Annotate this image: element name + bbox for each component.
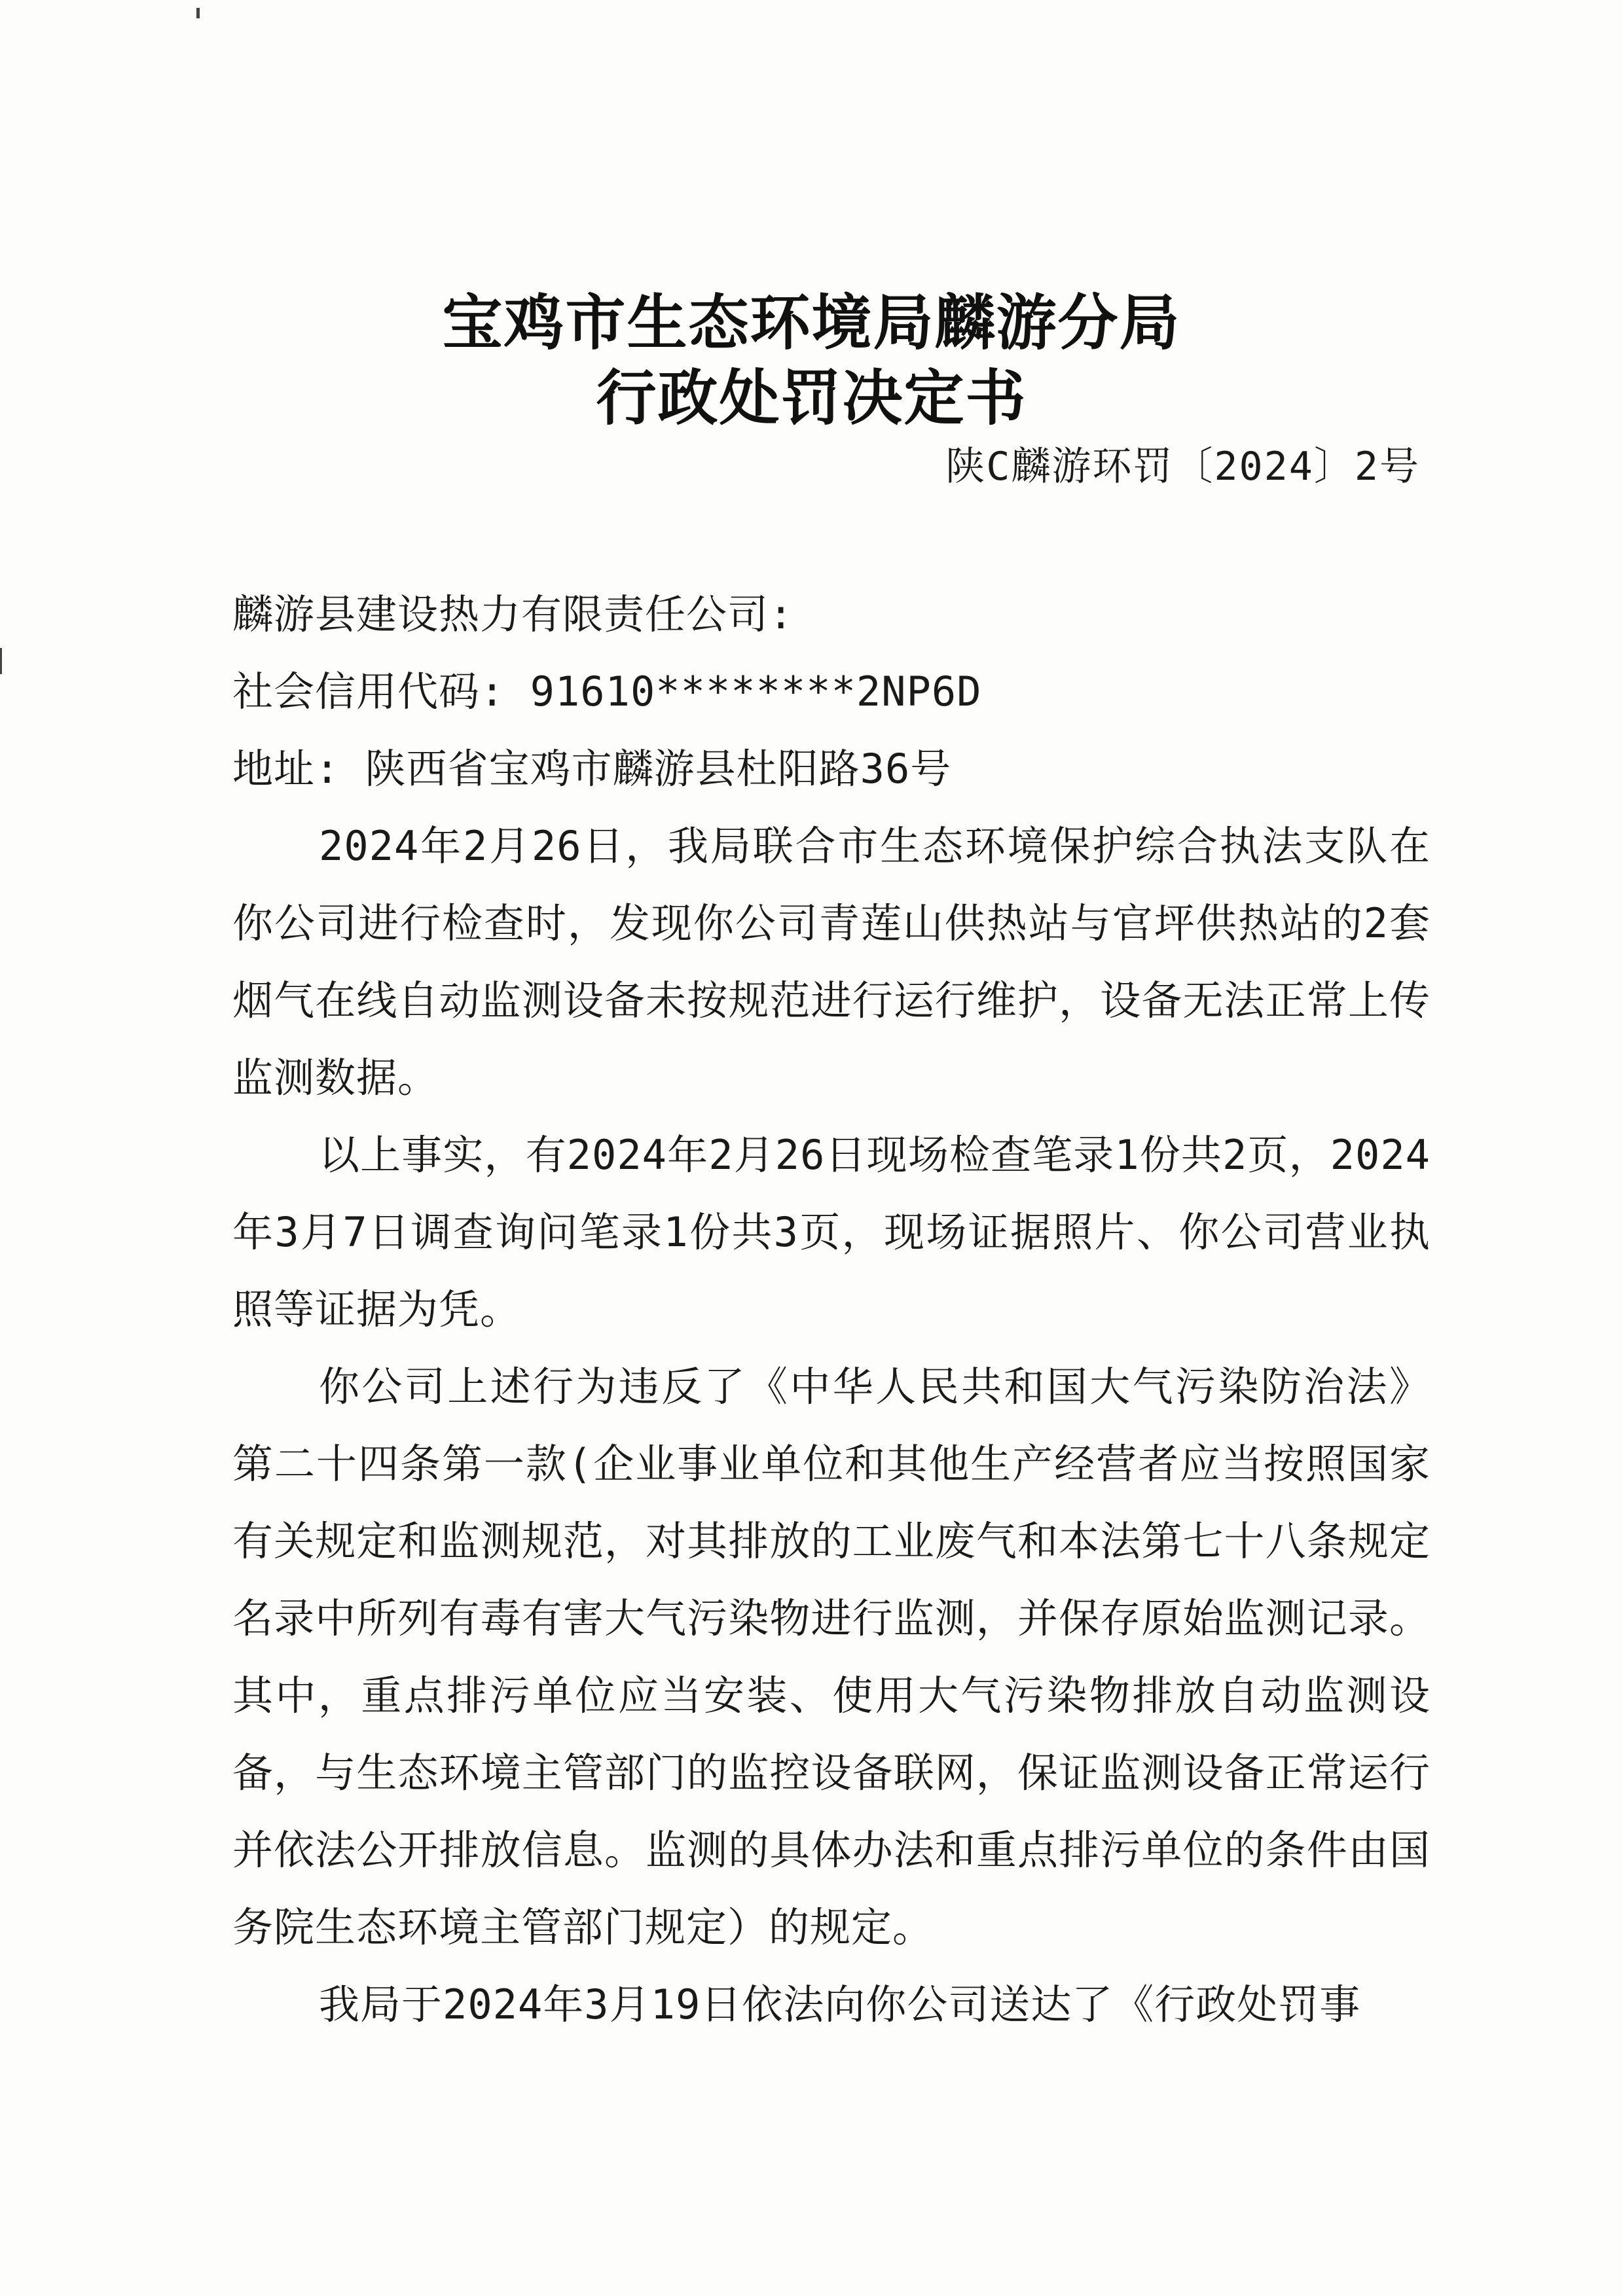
document-body [232, 576, 1431, 2043]
document-title-line2: 行政处罚决定书 [596, 363, 1027, 433]
scan-speck [196, 8, 200, 18]
paragraph-violation: 你公司上述行为违反了《中华人民共和国大气污染防治法》第二十四条第一款(企业事业单位和其他生产经营者应当按照国家有关规定和监测规范，对其排放的工业废气和本法第七十八条规定名录中所列有毒有害大气污染物进行监测，并保存原始监测记录。其中，重点排污单位应当安装、使用大气污染物排放自动监测设备，与生态环境主管部门的监控设备联网，保证监测设备正常运行并依法公开排放信息。监测的具体办法和重点排污单位的条件由国务院生态环境主管部门规定）的规定。 [232, 1363, 1431, 1951]
paragraph-notice: 我局于2024年3月19日依法向你公司送达了《行政处罚事 [319, 1981, 1361, 2028]
recipient-credit-code: 社会信用代码: 91610********2NP6D [232, 668, 982, 715]
paragraph-inspection: 2024年2月26日，我局联合市生态环境保护综合执法支队在你公司进行检查时，发现你公司青莲山供热站与官坪供热站的2套烟气在线自动监测设备未按规范进行运行维护，设备无法正常上传监测数据。 [232, 822, 1431, 1102]
document-number: 陕C麟游环罚〔2024〕2号 [945, 444, 1420, 490]
paragraph-evidence: 以上事实，有2024年2月26日现场检查笔录1份共2页，2024年3月7日调查询问笔录1份共3页，现场证据照片、你公司营业执照等证据为凭。 [232, 1131, 1431, 1333]
recipient-name: 麟游县建设热力有限责任公司: [232, 590, 794, 638]
recipient-address: 地址: 陕西省宝鸡市麟游县杜阳路36号 [232, 745, 952, 793]
document-title-line1: 宝鸡市生态环境局麟游分局 [442, 287, 1181, 358]
scan-edge-mark [0, 648, 2, 674]
